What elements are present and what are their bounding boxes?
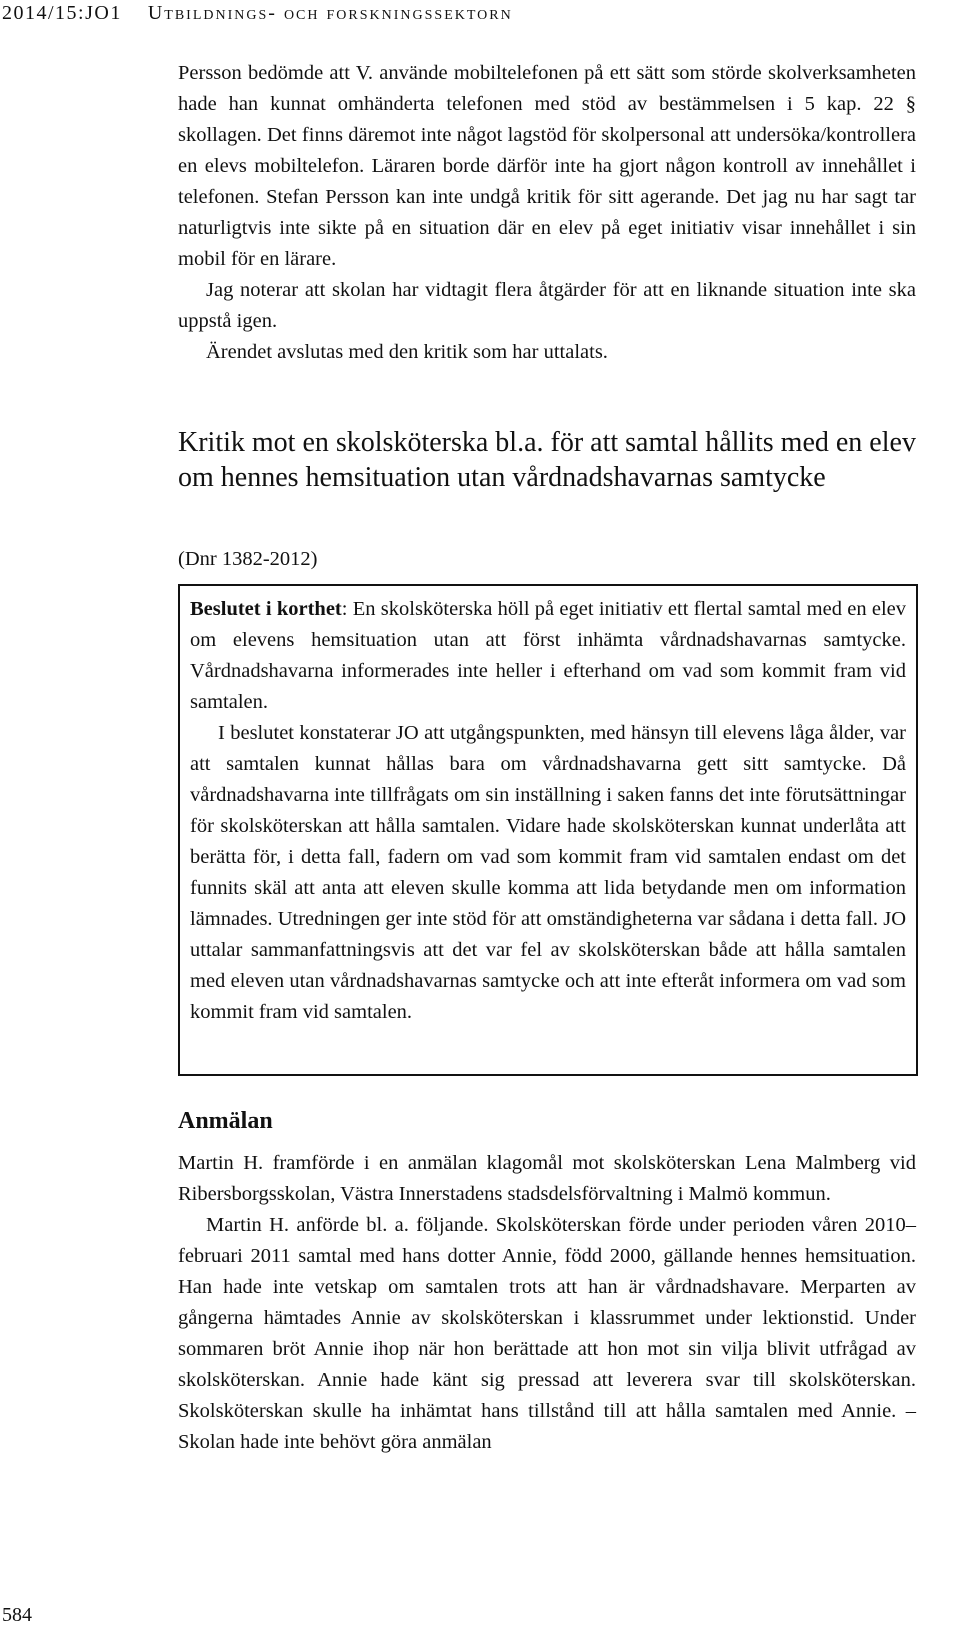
summary-paragraph: I beslutet konstaterar JO att utgångspunkten, med hänsyn till elevens låga ålder, var att samtalen kunnat hållas bara om vårdnadshavarna gett sitt samtycke. Då vårdnadshavarna inte tillfrågats om sin inställning i saken fanns det inte förutsättningar för skolsköterskan att hålla samtalen. Vidare hade skolsköterskan kunnat underlåta att berätta för, i detta fall, fadern om vad som kommit fram vid samtalen endast om det funnits skäl att anta att eleven skulle komma att lida betydande men om information lämnades. Utredningen ger inte stöd för att omständigheterna var sådana i detta fall. JO uttalar sammanfattningsvis att det var fel av skolsköterskan både att hålla samtalen med eleven utan vårdnadshavarnas samtycke och att inte efteråt informera om vad som kommit fram vid samtalen. — [190, 722, 906, 1023]
complaint-text — [178, 1148, 916, 1458]
intro-paragraph: Persson bedömde att V. använde mobiltelefonen på ett sätt som störde skolverksamheten hade han kunnat omhänderta telefonen med stöd av bestämmelsen i 5 kap. 22 § skollagen. Det finns däremot inte något lagstöd för skolpersonal att undersöka/kontrollera en elevs mobiltelefon. Läraren borde därför inte ha gjort någon kontroll av innehållet i telefonen. Stefan Persson kan inte undgå kritik för sitt agerande. Det jag nu har sagt tar naturligtvis inte sikte på en situation där en elev på eget initiativ visar innehållet i sin mobil för en lärare. — [178, 62, 916, 270]
page-number: 584 — [2, 1604, 32, 1626]
intro-paragraph: Jag noterar att skolan har vidtagit flera åtgärder för att en liknande situation inte ska uppstå igen. — [178, 279, 916, 332]
intro-paragraph: Ärendet avslutas med den kritik som har uttalats. — [206, 341, 608, 363]
case-number: (Dnr 1382-2012) — [178, 548, 318, 570]
complaint-paragraph: Martin H. framförde i en anmälan klagomål mot skolsköterskan Lena Malmberg vid Ribersborgsskolan, Västra Innerstadens stadsdelsförvaltning i Malmö kommun. — [178, 1152, 916, 1205]
summary-lead-colon: : — [341, 598, 348, 620]
case-title: Kritik mot en skolsköterska bl.a. för att samtal hållits med en elev om hennes hemsituation utan vårdnadshavarnas samtycke — [178, 427, 916, 493]
section-title: Utbildnings- och forskningssektorn — [147, 2, 513, 24]
section-heading-anmalan: Anmälan — [178, 1108, 273, 1134]
intro-text — [178, 58, 916, 368]
running-header — [2, 2, 513, 25]
summary-lead-label: Beslutet i korthet — [190, 598, 342, 620]
report-reference: 2014/15:JO1 — [2, 2, 122, 24]
summary-lead-text: En skolsköterska höll på eget initiativ ett flertal samtal med en elev om elevens hemsituation utan att först inhämta vårdnadshavarnas samtycke. Vårdnadshavarna informerades inte heller i efterhand om vad som kommit fram vid samtalen. — [190, 598, 906, 713]
complaint-paragraph: Martin H. anförde bl. a. följande. Skolsköterskan förde under perioden våren 2010–februari 2011 samtal med hans dotter Annie, född 2000, gällande hennes hemsituation. Han hade inte vetskap om samtalen trots att han är vårdnadshavare. Merparten av gångerna hämtades Annie av skolsköterskan i klassrummet under lektionstid. Under sommaren bröt Annie ihop när hon berättade att hon mot sin vilja blivit utfrågad av skolsköterskan. Annie hade känt sig pressad att leverera svar till skolsköterskan. Skolsköterskan skulle ha inhämtat hans tillstånd till att hålla samtalen med Annie. – Skolan hade inte behövt göra anmälan — [178, 1214, 916, 1453]
summary-paragraph — [190, 594, 906, 718]
summary-box — [178, 584, 918, 1076]
